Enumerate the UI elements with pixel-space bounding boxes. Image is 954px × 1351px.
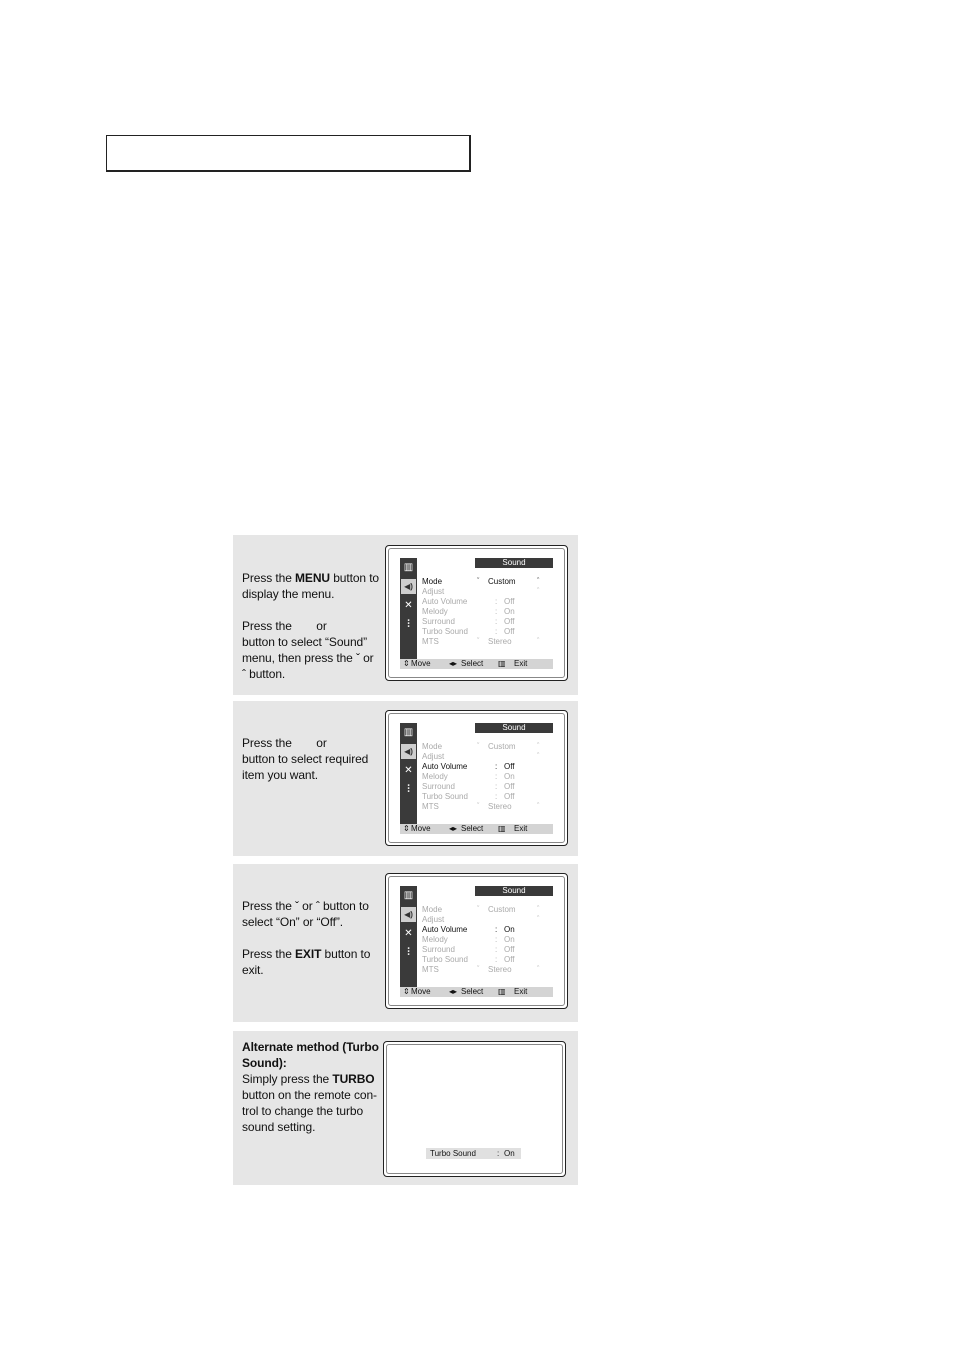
menu-row[interactable] bbox=[422, 637, 552, 647]
menu-row-value: On bbox=[504, 925, 515, 934]
menu-rows bbox=[422, 577, 552, 647]
sound-icon: ◀) bbox=[401, 744, 416, 759]
footer-exit-label: Exit bbox=[514, 659, 528, 668]
setup-icon: ⫶ bbox=[407, 947, 410, 958]
menu-row-value: Stereo bbox=[488, 637, 512, 646]
turbo-sound-osd bbox=[426, 1148, 521, 1159]
menu-row-colon: : bbox=[495, 955, 498, 964]
menu-row-label: Surround bbox=[422, 617, 455, 626]
menu-row-label: Surround bbox=[422, 945, 455, 954]
arrow-up-icon: ˆ bbox=[537, 916, 540, 923]
channel-icon: ✕ bbox=[404, 600, 413, 611]
menu-row-colon: : bbox=[495, 945, 498, 954]
menu-title: Sound bbox=[475, 558, 553, 568]
instruction-text-1: Press the MENU button to display the menu. Press the or button to select “Sound” menu, then press the ˇ or ˆ button. bbox=[242, 571, 380, 681]
menu-row-value: Off bbox=[504, 792, 515, 801]
menu-row-colon: : bbox=[495, 607, 498, 616]
menu-row[interactable] bbox=[422, 925, 552, 935]
arrow-down-icon: ˇ bbox=[477, 743, 480, 750]
menu-row[interactable] bbox=[422, 627, 552, 637]
menu-row-value: Stereo bbox=[488, 965, 512, 974]
menu-row-colon: : bbox=[495, 597, 498, 606]
select-icon: ◂▸ bbox=[449, 659, 458, 668]
menu-row[interactable] bbox=[422, 762, 552, 772]
menu-row-label: Mode bbox=[422, 742, 443, 751]
menu-row-colon: : bbox=[495, 772, 498, 781]
menu-side-icons bbox=[400, 558, 417, 659]
move-icon: ⇕ bbox=[403, 824, 410, 833]
menu-row-label: Adjust bbox=[422, 752, 445, 761]
menu-row-colon: : bbox=[495, 762, 498, 771]
footer-select-label: Select bbox=[461, 987, 484, 996]
sound-icon: ◀) bbox=[401, 907, 416, 922]
menu-row[interactable] bbox=[422, 965, 552, 975]
menu-row-label: Turbo Sound bbox=[422, 792, 468, 801]
menu-row-label: Auto Volume bbox=[422, 597, 468, 606]
menu-row-label: Melody bbox=[422, 772, 448, 781]
instruction-text-3: Press the ˇ or ˆ button to select “On” or “Off”. Press the EXIT button to exit. bbox=[242, 899, 371, 977]
menu-row-colon: : bbox=[495, 935, 498, 944]
exit-icon: ▥ bbox=[498, 987, 506, 996]
menu-rows bbox=[422, 742, 552, 812]
arrow-up-icon: ˆ bbox=[537, 753, 540, 760]
menu-row[interactable] bbox=[422, 587, 552, 597]
instruction-text-4: Alternate method (Turbo Sound): Simply press the TURBO button on the remote con-trol to change the turbo sound setting. bbox=[242, 1040, 379, 1134]
footer-move-label: Move bbox=[411, 824, 431, 833]
sound-icon: ◀) bbox=[401, 579, 416, 594]
menu-row-value: Off bbox=[504, 762, 515, 771]
menu-side-icons bbox=[400, 886, 417, 987]
arrow-down-icon: ˇ bbox=[477, 966, 480, 973]
arrow-up-icon: ˆ bbox=[537, 743, 540, 750]
menu-row-label: Auto Volume bbox=[422, 925, 468, 934]
menu-row-label: Adjust bbox=[422, 587, 445, 596]
menu-row-value: Off bbox=[504, 617, 515, 626]
menu-footer bbox=[400, 824, 553, 834]
arrow-up-icon: ˆ bbox=[537, 966, 540, 973]
select-icon: ◂▸ bbox=[449, 824, 458, 833]
channel-icon: ✕ bbox=[404, 928, 413, 939]
menu-row-value: Off bbox=[504, 782, 515, 791]
section-title-box bbox=[106, 135, 471, 172]
menu-row-value: On bbox=[504, 607, 515, 616]
turbo-sound-value: On bbox=[504, 1149, 515, 1158]
menu-row-value: Off bbox=[504, 945, 515, 954]
menu-footer bbox=[400, 659, 553, 669]
picture-icon: ▥ bbox=[403, 890, 414, 901]
menu-row-value: Custom bbox=[488, 577, 516, 586]
menu-row-value: On bbox=[504, 935, 515, 944]
menu-row-label: Melody bbox=[422, 935, 448, 944]
menu-title: Sound bbox=[475, 886, 553, 896]
menu-row-value: Custom bbox=[488, 905, 516, 914]
menu-row-label: Mode bbox=[422, 577, 443, 586]
tv-menu-screen-1 bbox=[385, 545, 568, 681]
menu-title: Sound bbox=[475, 723, 553, 733]
tv-menu-screen-3 bbox=[385, 873, 568, 1009]
arrow-up-icon: ˆ bbox=[537, 906, 540, 913]
menu-row-value: Stereo bbox=[488, 802, 512, 811]
menu-row-label: MTS bbox=[422, 802, 439, 811]
menu-row-label: Turbo Sound bbox=[422, 627, 468, 636]
menu-row[interactable] bbox=[422, 945, 552, 955]
footer-select-label: Select bbox=[461, 824, 484, 833]
menu-row-label: Turbo Sound bbox=[422, 955, 468, 964]
instruction-panel-4 bbox=[233, 1031, 578, 1185]
footer-exit-label: Exit bbox=[514, 987, 528, 996]
menu-row-value: On bbox=[504, 772, 515, 781]
menu-row[interactable] bbox=[422, 915, 552, 925]
picture-icon: ▥ bbox=[403, 562, 414, 573]
menu-row-colon: : bbox=[495, 617, 498, 626]
arrow-up-icon: ˆ bbox=[537, 588, 540, 595]
tv-menu-screen-2 bbox=[385, 710, 568, 846]
tv-turbo-screen bbox=[383, 1041, 566, 1177]
exit-icon: ▥ bbox=[498, 659, 506, 668]
picture-icon: ▥ bbox=[403, 727, 414, 738]
menu-row[interactable] bbox=[422, 782, 552, 792]
menu-row[interactable] bbox=[422, 905, 552, 915]
instruction-text-2: Press the or button to select required item you want. bbox=[242, 736, 369, 782]
menu-row-colon: : bbox=[495, 627, 498, 636]
move-icon: ⇕ bbox=[403, 659, 410, 668]
setup-icon: ⫶ bbox=[407, 619, 410, 630]
menu-row-label: Adjust bbox=[422, 915, 445, 924]
turbo-sound-label: Turbo Sound bbox=[430, 1149, 476, 1158]
footer-exit-label: Exit bbox=[514, 824, 528, 833]
menu-row-value: Off bbox=[504, 597, 515, 606]
menu-row[interactable] bbox=[422, 752, 552, 762]
footer-select-label: Select bbox=[461, 659, 484, 668]
exit-icon: ▥ bbox=[498, 824, 506, 833]
menu-row[interactable] bbox=[422, 792, 552, 802]
menu-row-colon: : bbox=[495, 792, 498, 801]
menu-row-label: Mode bbox=[422, 905, 443, 914]
menu-row-label: MTS bbox=[422, 965, 439, 974]
menu-row-label: Auto Volume bbox=[422, 762, 468, 771]
menu-row[interactable] bbox=[422, 607, 552, 617]
instruction-panel-3 bbox=[233, 864, 578, 1022]
menu-row[interactable] bbox=[422, 772, 552, 782]
footer-move-label: Move bbox=[411, 659, 431, 668]
menu-row[interactable] bbox=[422, 577, 552, 587]
arrow-down-icon: ˇ bbox=[477, 638, 480, 645]
menu-row-value: Custom bbox=[488, 742, 516, 751]
menu-row[interactable] bbox=[422, 742, 552, 752]
menu-row[interactable] bbox=[422, 935, 552, 945]
arrow-up-icon: ˆ bbox=[537, 578, 540, 585]
menu-row-colon: : bbox=[495, 782, 498, 791]
arrow-up-icon: ˆ bbox=[537, 638, 540, 645]
menu-row-colon: : bbox=[495, 925, 498, 934]
footer-move-label: Move bbox=[411, 987, 431, 996]
menu-row-value: Off bbox=[504, 627, 515, 636]
menu-row[interactable] bbox=[422, 597, 552, 607]
setup-icon: ⫶ bbox=[407, 784, 410, 795]
menu-footer bbox=[400, 987, 553, 997]
arrow-down-icon: ˇ bbox=[477, 578, 480, 585]
turbo-sound-sep: : bbox=[497, 1149, 500, 1158]
menu-row-label: MTS bbox=[422, 637, 439, 646]
instruction-panel-1 bbox=[233, 535, 578, 695]
arrow-down-icon: ˇ bbox=[477, 906, 480, 913]
menu-row[interactable] bbox=[422, 802, 552, 812]
move-icon: ⇕ bbox=[403, 987, 410, 996]
arrow-down-icon: ˇ bbox=[477, 803, 480, 810]
select-icon: ◂▸ bbox=[449, 987, 458, 996]
instruction-panel-2 bbox=[233, 701, 578, 856]
arrow-up-icon: ˆ bbox=[537, 803, 540, 810]
menu-side-icons bbox=[400, 723, 417, 824]
menu-rows bbox=[422, 905, 552, 975]
menu-row-value: Off bbox=[504, 955, 515, 964]
menu-row-label: Surround bbox=[422, 782, 455, 791]
menu-row-label: Melody bbox=[422, 607, 448, 616]
menu-row[interactable] bbox=[422, 617, 552, 627]
channel-icon: ✕ bbox=[404, 765, 413, 776]
menu-row[interactable] bbox=[422, 955, 552, 965]
